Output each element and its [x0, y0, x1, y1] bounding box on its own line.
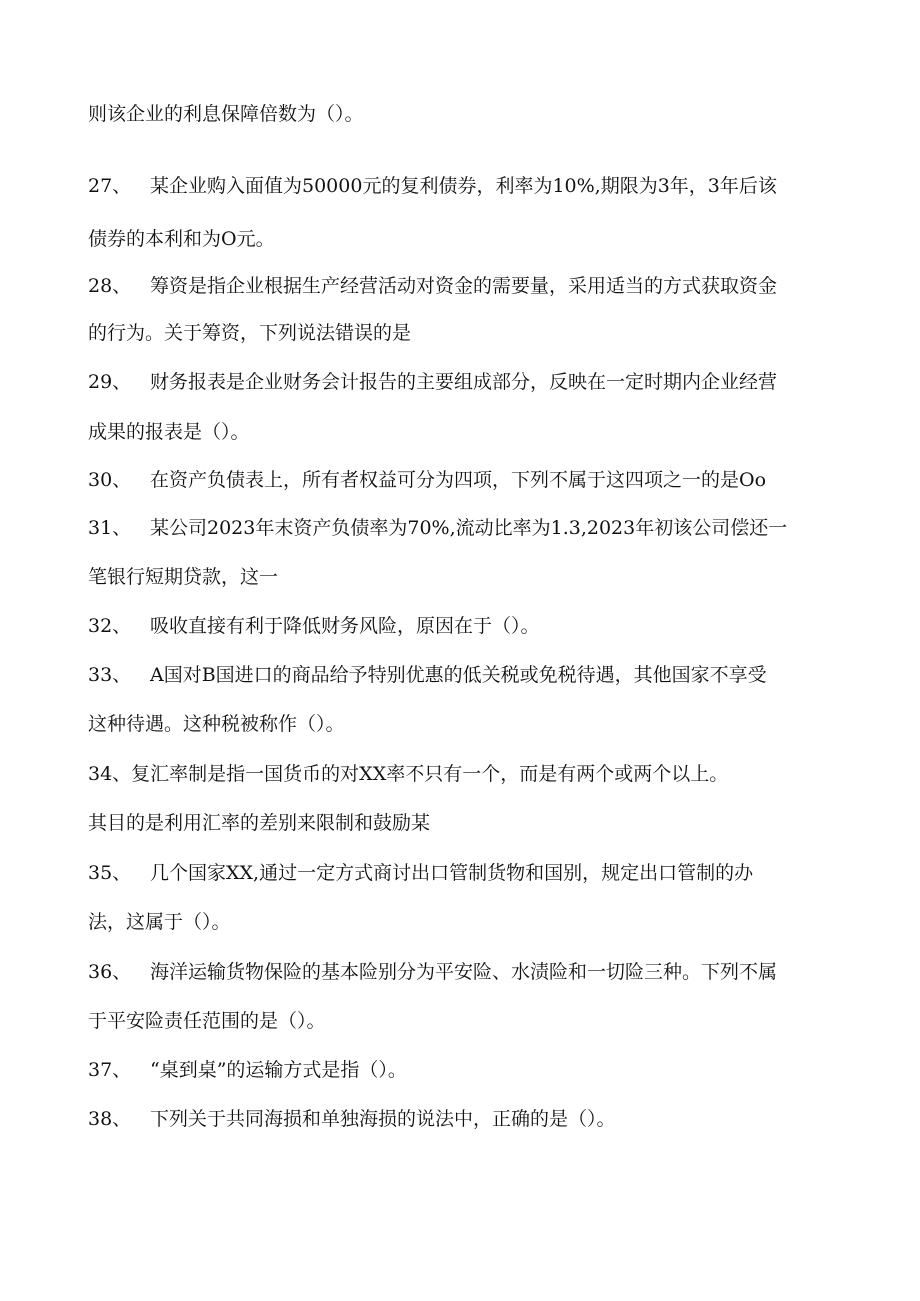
question-number: 35、 — [88, 862, 132, 884]
question-28-continued — [88, 320, 411, 346]
question-number: 32、 — [88, 615, 132, 637]
question-text: 下列关于共同海损和单独海损的说法中，正确的是（）。 — [150, 1108, 616, 1130]
question-number: 31、 — [88, 517, 132, 539]
question-text: 在资产负债表上，所有者权益可分为四项，下列不属于这四项之一的是Oo — [150, 469, 767, 491]
question-text: 法，这属于（）。 — [88, 911, 231, 933]
question-number: 36、 — [88, 961, 132, 983]
question-number: 28、 — [88, 275, 132, 297]
question-text: 债券的本利和为O元。 — [88, 228, 275, 250]
question-number: 29、 — [88, 371, 132, 393]
question-36-continued — [88, 1008, 326, 1034]
question-text: “桌到桌”的运输方式是指（）。 — [150, 1059, 407, 1081]
question-text: 海洋运输货物保险的基本险别分为平安险、水渍险和一切险三种。下列不属 — [150, 961, 778, 983]
question-number: 33、 — [88, 664, 132, 686]
question-33-continued — [88, 711, 345, 737]
question-35 — [88, 860, 753, 886]
question-33 — [88, 662, 767, 688]
question-35-continued — [88, 909, 231, 935]
question-text: 成果的报表是（）。 — [88, 421, 250, 443]
question-text: 某企业购入面值为50000元的复利债券，利率为10%,期限为3年，3年后该 — [150, 175, 777, 197]
question-29 — [88, 369, 777, 395]
question-30 — [88, 467, 766, 493]
question-27-continued — [88, 226, 275, 252]
question-text: 这种待遇。这种税被称作（）。 — [88, 713, 345, 735]
question-text: 其目的是利用汇率的差别来限制和鼓励某 — [88, 812, 431, 834]
question-text: 几个国家XX,通过一定方式商讨出口管制货物和国别，规定出口管制的办 — [150, 862, 754, 884]
question-number: 30、 — [88, 469, 132, 491]
question-text: 于平安险责任范围的是（）。 — [88, 1010, 326, 1032]
question-31 — [88, 515, 787, 541]
question-text: 筹资是指企业根据生产经营活动对资金的需要量，采用适当的方式获取资金 — [150, 275, 778, 297]
question-28 — [88, 273, 777, 299]
question-number: 37、 — [88, 1059, 132, 1081]
question-32 — [88, 613, 540, 639]
question-text: A国对B国进口的商品给予特别优惠的低关税或免税待遇，其他国家不享受 — [150, 664, 767, 686]
question-27 — [88, 173, 777, 199]
line-text: 则该企业的利息保障倍数为（）。 — [88, 103, 364, 125]
question-34-continued — [88, 810, 430, 836]
question-text: 吸收直接有利于降低财务风险，原因在于（）。 — [150, 615, 540, 637]
question-text: 34、复汇率制是指一国货币的对XX率不只有一个，而是有两个或两个以上。 — [88, 763, 729, 785]
question-34 — [88, 761, 728, 787]
question-text: 笔银行短期贷款，这一 — [88, 566, 279, 588]
question-31-continued — [88, 564, 278, 590]
question-37 — [88, 1057, 407, 1083]
question-29-continued — [88, 419, 250, 445]
text-line — [88, 101, 364, 127]
question-text: 财务报表是企业财务会计报告的主要组成部分，反映在一定时期内企业经营 — [150, 371, 778, 393]
question-38 — [88, 1106, 616, 1132]
question-number: 27、 — [88, 175, 132, 197]
question-36 — [88, 959, 777, 985]
question-number: 38、 — [88, 1108, 132, 1130]
question-text: 某公司2023年末资产负债率为70%,流动比率为1.3,2023年初该公司偿还一 — [150, 517, 788, 539]
question-text: 的行为。关于筹资，下列说法错误的是 — [88, 322, 412, 344]
